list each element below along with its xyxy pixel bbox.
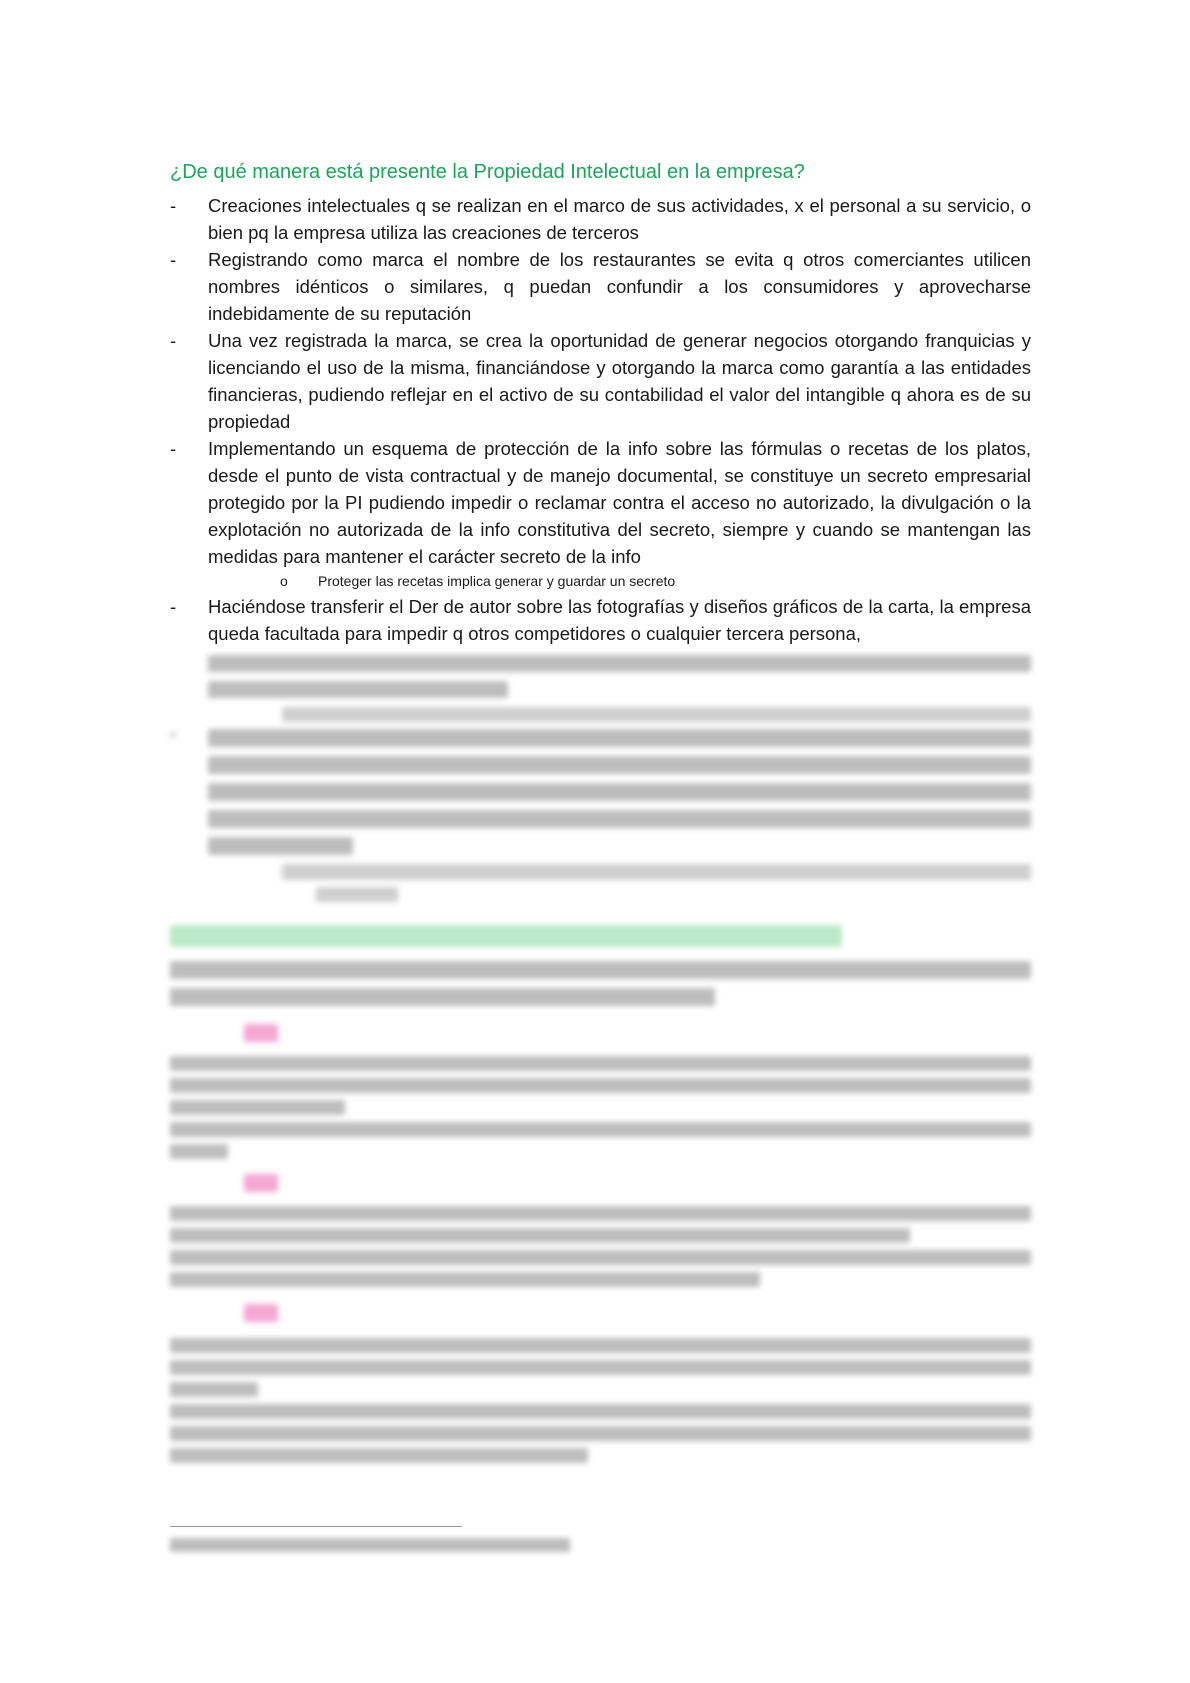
list-item-text: Haciéndose transferir el Der de autor sobre las fotografías y diseños gráficos de la carta, la empresa queda facultada para impedir q otros competidores o cualquier tercera persona, [208,596,1031,644]
blurred-heading [170,925,842,947]
blurred-text-line [208,756,1031,774]
blurred-text-line [170,1382,258,1397]
blurred-text-line [170,1228,910,1243]
blurred-label [244,1174,278,1192]
blurred-text-line [170,988,715,1006]
blurred-text-line [208,681,508,698]
blurred-text-line [170,1122,1031,1137]
blurred-bullet-marker [170,733,176,737]
bullet-marker: - [170,438,177,459]
blurred-text-line [208,837,353,855]
blurred-text-line [170,1272,760,1287]
blurred-text-line [170,1078,1031,1093]
bullet-marker: - [170,330,177,351]
blurred-text-line [208,729,1031,747]
blurred-text-line [170,1250,1031,1265]
blurred-sub-item [316,887,398,902]
blurred-sub-item [282,707,1031,722]
bullet-marker: - [170,596,177,617]
footnote-separator [170,1526,462,1527]
blurred-text-line [170,961,1031,979]
list-item-text: Una vez registrada la marca, se crea la oportunidad de generar negocios otorgando franquicias y licenciando el uso de la misma, financiándose y otorgando la marca como garantía a las entidades financieras, pudiendo reflejar en el activo de su contabilidad el valor del intangible q ahora es de su propiedad [208,330,1031,432]
blurred-text-line [170,1404,1031,1419]
blurred-text-line [208,783,1031,801]
blurred-label [244,1024,278,1042]
blurred-label [244,1304,278,1322]
blurred-text-line [170,1144,228,1159]
blurred-text-line [208,655,1031,672]
sub-bullet-marker: o [280,573,288,589]
blurred-text-line [170,1100,345,1115]
blurred-text-line [170,1206,1031,1221]
blurred-text-line [170,1360,1031,1375]
section-heading: ¿De qué manera está presente la Propiedad Intelectual en la empresa? [170,161,805,183]
blurred-text-line [170,1448,588,1463]
blurred-text-line [170,1338,1031,1353]
bullet-marker: - [170,195,177,216]
list-item-text: Implementando un esquema de protección de la info sobre las fórmulas o recetas de los platos, desde el punto de vista contractual y de manejo documental, se constituye un secreto empresarial protegido por la PI pudiendo impedir o reclamar contra el acceso no autorizado, la divulgación o la explotación no autorizada de la info constitutiva del secreto, siempre y cuando se mantengan las medidas para mantener el carácter secreto de la info [208,438,1031,567]
blurred-text-line [170,1056,1031,1071]
bullet-marker: - [170,249,177,270]
list-item-text: Creaciones intelectuales q se realizan en el marco de sus actividades, x el personal a su servicio, o bien pq la empresa utiliza las creaciones de terceros [208,195,1031,243]
blurred-text-line [170,1426,1031,1441]
list-item-text: Registrando como marca el nombre de los restaurantes se evita q otros comerciantes utilicen nombres idénticos o similares, q puedan confundir a los consumidores y aprovecharse indebidamente de su reputación [208,249,1031,324]
sub-item-text: Proteger las recetas implica generar y guardar un secreto [318,573,676,589]
blurred-footnote [170,1538,570,1552]
blurred-sub-item [282,864,1031,880]
blurred-text-line [208,810,1031,828]
